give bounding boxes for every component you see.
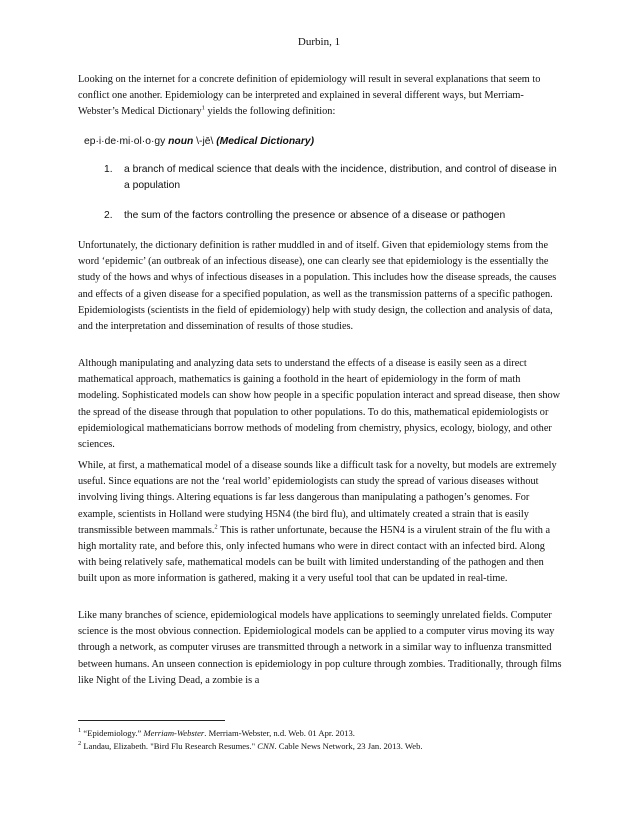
footnote-ref-2: 2 (214, 523, 218, 531)
paragraph-definition-discussion: Unfortunately, the dictionary definition is rather muddled in and of itself. Given that epidemiology stems from the word ‘epidemic’ (an outbreak of an infectious disease), one can clearly see that epidemiology is the essentially the study of the hows and whys of infectious diseases in a population. This includes how the disease spreads, the causes and effects of a given disease for a specified population, as well as the transmission patterns of a specific pathogen. Epidemiologists (scientists in the field of epidemiology) help with study design, the collection and analysis of data, and the interpretation and dissemination of results of those studies. (78, 240, 557, 333)
paragraph-math-modeling: Although manipulating and analyzing data sets to understand the effects of a disease is easily seen as a direct mathematical approach, mathematics is gaining a foothold in the heart of epidemiology in the form of math modeling. Sophisticated models can show how people in a specific population interact and spread disease, then show the spread of the disease through that population to other populations. To do this, mathematical epidemiologists or epidemiological mathematicians borrow methods of modeling from chemistry, physics, ecology, biology, and other sciences. (78, 358, 561, 451)
footnote-2: $^2$ Landau, Elizabeth. "Bird Flu Research Resumes." CNN. Cable News Network, 23 Jan. 2013. Web. (78, 739, 423, 751)
definition-list (104, 162, 559, 224)
footnote-ref-1: 1 (201, 104, 205, 112)
definition-item (104, 162, 559, 194)
paragraph-model-text: While, at first, a mathematical model of a disease sounds like a difficult task for a novelty, but models are extremely useful. Since equations are not the ‘real world’ epidemiologists can study the spread of various diseases without involving living things. Altering equations is far less dangerous than manipulating a pathogen’s genomes. For example, scientists in Holland were studying H5N4 (the bird flu), and ultimately created a strain that is easily transmissible between mammals. (78, 460, 557, 536)
footnote-divider (78, 720, 225, 721)
definition-item (104, 208, 559, 224)
page-header: Durbin, 1 (297, 36, 341, 48)
footnotes (78, 727, 564, 752)
paragraph-intro-text: Looking on the internet for a concrete definition of epidemiology will result in several explanations that seem to conflict one another. Epidemiology can be interpreted and explained in several different ways, but Merriam-Webster’s Medical Dictionary (78, 74, 541, 118)
definition-number: 2. (104, 210, 113, 221)
dictionary-source: (Medical Dictionary) (216, 136, 315, 147)
paragraph-intro (78, 72, 564, 121)
paragraph-model-text-end: This is rather unfortunate, because the H5N4 is a virulent strain of the flu with a high mortality rate, and before this, only infected humans who were in direct contact with an infected bird. Along with being relatively safe, mathematical models can be built with limited understanding of the pathogen and then built upon as more information is gathered, making it a very useful tool that can be updated in real-time. (78, 524, 551, 585)
paragraph-applications: Like many branches of science, epidemiological models have applications to seemingly unrelated fields. Computer science is the most obvious connection. Epidemiological models can be applied to a computer virus moving its way through a network, as computer viruses are transmitted through a network in a similar way to influenza transmitted between humans. An unseen connection is epidemiology in pop culture through zombies. Traditionally, through films like Night of the Living Dead, a zombie is a (78, 610, 562, 686)
dictionary-pronunciation: \-jē\ (193, 136, 217, 147)
footnote-1: $^1$ “Epidemiology.” Merriam-Webster. Merriam-Webster, n.d. Web. 01 Apr. 2013. (78, 727, 355, 738)
dictionary-headword: ep·i·de·mi·ol·o·gy (84, 136, 166, 147)
paragraph-model-usefulness (78, 458, 564, 588)
dictionary-entry (84, 134, 314, 150)
definition-number: 1. (104, 164, 113, 175)
definition-text: a branch of medical science that deals with the incidence, distribution, and control of disease in a population (124, 164, 557, 191)
paragraph-intro-text-end: yields the following definition: (204, 106, 336, 118)
dictionary-part-of-speech: noun (168, 136, 194, 147)
definition-text: the sum of the factors controlling the presence or absence of a disease or pathogen (124, 210, 506, 221)
